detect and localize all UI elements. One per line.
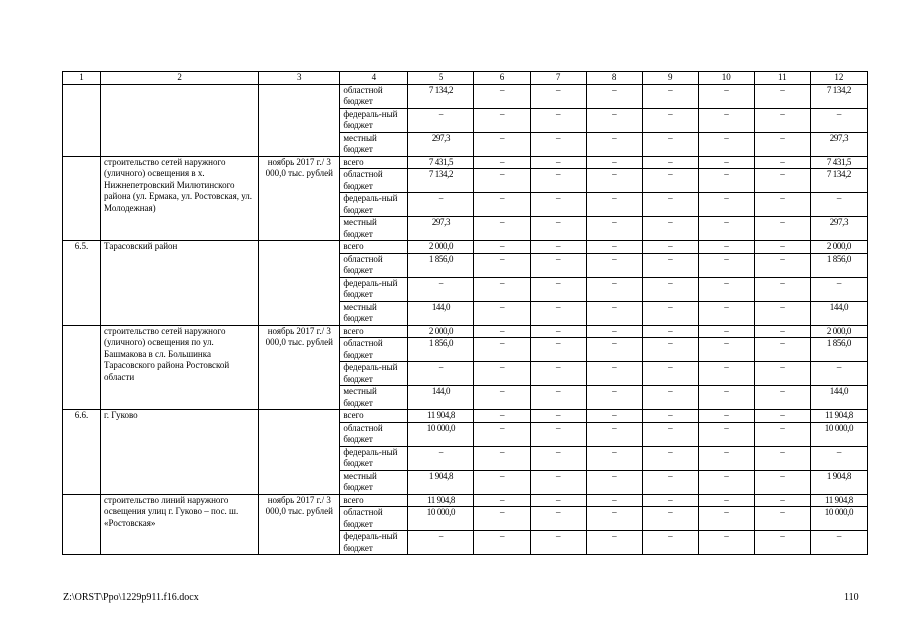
- value-cell-col-6: –: [474, 217, 530, 241]
- value-cell-col-8: –: [586, 217, 642, 241]
- value-cell-col-7: –: [530, 132, 586, 156]
- value-cell-col-5: 144,0: [408, 386, 474, 410]
- value-cell-col-11: –: [754, 253, 810, 277]
- column-header-1: 1: [63, 72, 101, 85]
- value-cell-col-9: –: [642, 241, 698, 254]
- value-cell-col-12: 144,0: [810, 386, 867, 410]
- value-cell-col-10: –: [698, 132, 754, 156]
- funding-source-cell: местный бюджет: [340, 386, 408, 410]
- footer-file-path: Z:\ORST\Ppo\1229p911.f16.docx: [63, 592, 199, 603]
- value-cell-col-9: –: [642, 325, 698, 338]
- value-cell-col-11: –: [754, 241, 810, 254]
- value-cell-col-10: –: [698, 301, 754, 325]
- funding-source-cell: федераль-ный бюджет: [340, 362, 408, 386]
- value-cell-col-10: –: [698, 362, 754, 386]
- column-header-9: 9: [642, 72, 698, 85]
- value-cell-col-11: –: [754, 386, 810, 410]
- value-cell-col-6: –: [474, 84, 530, 108]
- table-row: [63, 410, 868, 423]
- value-cell-col-9: –: [642, 410, 698, 423]
- value-cell-col-12: 2 000,0: [810, 241, 867, 254]
- value-cell-col-8: –: [586, 446, 642, 470]
- value-cell-col-12: 144,0: [810, 301, 867, 325]
- value-cell-col-5: 1 856,0: [408, 338, 474, 362]
- value-cell-col-12: –: [810, 108, 867, 132]
- value-cell-col-11: –: [754, 108, 810, 132]
- table-row: [63, 325, 868, 338]
- column-header-4: 4: [340, 72, 408, 85]
- value-cell-col-9: –: [642, 253, 698, 277]
- value-cell-col-5: –: [408, 108, 474, 132]
- value-cell-col-7: –: [530, 386, 586, 410]
- value-cell-col-5: –: [408, 277, 474, 301]
- funding-source-cell: всего: [340, 325, 408, 338]
- table-row: [63, 156, 868, 169]
- value-cell-col-11: –: [754, 494, 810, 507]
- table-header: [63, 72, 868, 85]
- item-number-cell: [63, 84, 101, 156]
- value-cell-col-10: –: [698, 241, 754, 254]
- value-cell-col-6: –: [474, 241, 530, 254]
- value-cell-col-5: 1 904,8: [408, 470, 474, 494]
- value-cell-col-12: 1 904,8: [810, 470, 867, 494]
- value-cell-col-7: –: [530, 507, 586, 531]
- value-cell-col-8: –: [586, 277, 642, 301]
- value-cell-col-6: –: [474, 108, 530, 132]
- funding-source-cell: федераль-ный бюджет: [340, 277, 408, 301]
- value-cell-col-7: –: [530, 410, 586, 423]
- value-cell-col-11: –: [754, 507, 810, 531]
- value-cell-col-7: –: [530, 362, 586, 386]
- value-cell-col-10: –: [698, 507, 754, 531]
- table-row: [63, 494, 868, 507]
- value-cell-col-7: –: [530, 156, 586, 169]
- value-cell-col-10: –: [698, 193, 754, 217]
- value-cell-col-11: –: [754, 410, 810, 423]
- value-cell-col-8: –: [586, 169, 642, 193]
- value-cell-col-9: –: [642, 386, 698, 410]
- value-cell-col-8: –: [586, 507, 642, 531]
- value-cell-col-8: –: [586, 253, 642, 277]
- value-cell-col-8: –: [586, 410, 642, 423]
- value-cell-col-7: –: [530, 301, 586, 325]
- column-header-10: 10: [698, 72, 754, 85]
- value-cell-col-5: 10 000,0: [408, 507, 474, 531]
- item-number-cell: 6.5.: [63, 241, 101, 326]
- value-cell-col-6: –: [474, 132, 530, 156]
- value-cell-col-8: –: [586, 470, 642, 494]
- value-cell-col-5: 7 134,2: [408, 84, 474, 108]
- value-cell-col-8: –: [586, 494, 642, 507]
- table-row: [63, 241, 868, 254]
- value-cell-col-9: –: [642, 156, 698, 169]
- object-name-cell: г. Гуково: [101, 410, 259, 495]
- value-cell-col-12: 1 856,0: [810, 338, 867, 362]
- value-cell-col-7: –: [530, 531, 586, 555]
- value-cell-col-5: 297,3: [408, 217, 474, 241]
- value-cell-col-6: –: [474, 325, 530, 338]
- value-cell-col-8: –: [586, 386, 642, 410]
- value-cell-col-7: –: [530, 84, 586, 108]
- value-cell-col-10: –: [698, 84, 754, 108]
- value-cell-col-12: –: [810, 193, 867, 217]
- value-cell-col-5: 1 856,0: [408, 253, 474, 277]
- value-cell-col-8: –: [586, 338, 642, 362]
- value-cell-col-9: –: [642, 470, 698, 494]
- value-cell-col-5: 11 904,8: [408, 410, 474, 423]
- value-cell-col-7: –: [530, 470, 586, 494]
- value-cell-col-5: 7 431,5: [408, 156, 474, 169]
- budget-table: [62, 71, 868, 555]
- value-cell-col-10: –: [698, 325, 754, 338]
- value-cell-col-7: –: [530, 108, 586, 132]
- term-cost-cell: [259, 84, 340, 156]
- value-cell-col-5: 144,0: [408, 301, 474, 325]
- term-cost-cell: ноябрь 2017 г./ 3 000,0 тыс. рублей: [259, 325, 340, 410]
- object-name-cell: строительство сетей наружного (уличного) освещения по ул. Башмакова в сл. Большинка Тарасовского района Ростовской области: [101, 325, 259, 410]
- funding-source-cell: областной бюджет: [340, 338, 408, 362]
- value-cell-col-9: –: [642, 217, 698, 241]
- value-cell-col-9: –: [642, 169, 698, 193]
- value-cell-col-9: –: [642, 422, 698, 446]
- value-cell-col-10: –: [698, 169, 754, 193]
- value-cell-col-10: –: [698, 277, 754, 301]
- value-cell-col-10: –: [698, 422, 754, 446]
- value-cell-col-12: –: [810, 446, 867, 470]
- value-cell-col-6: –: [474, 277, 530, 301]
- value-cell-col-8: –: [586, 325, 642, 338]
- value-cell-col-7: –: [530, 494, 586, 507]
- funding-source-cell: всего: [340, 410, 408, 423]
- value-cell-col-10: –: [698, 386, 754, 410]
- value-cell-col-8: –: [586, 422, 642, 446]
- column-header-2: 2: [101, 72, 259, 85]
- value-cell-col-7: –: [530, 241, 586, 254]
- value-cell-col-9: –: [642, 108, 698, 132]
- value-cell-col-11: –: [754, 338, 810, 362]
- value-cell-col-6: –: [474, 410, 530, 423]
- value-cell-col-5: –: [408, 446, 474, 470]
- value-cell-col-7: –: [530, 217, 586, 241]
- value-cell-col-9: –: [642, 132, 698, 156]
- value-cell-col-7: –: [530, 277, 586, 301]
- value-cell-col-8: –: [586, 156, 642, 169]
- value-cell-col-7: –: [530, 193, 586, 217]
- column-header-7: 7: [530, 72, 586, 85]
- value-cell-col-6: –: [474, 338, 530, 362]
- value-cell-col-12: –: [810, 531, 867, 555]
- value-cell-col-12: 297,3: [810, 217, 867, 241]
- value-cell-col-12: 10 000,0: [810, 507, 867, 531]
- value-cell-col-7: –: [530, 169, 586, 193]
- value-cell-col-9: –: [642, 494, 698, 507]
- column-header-8: 8: [586, 72, 642, 85]
- funding-source-cell: местный бюджет: [340, 132, 408, 156]
- value-cell-col-6: –: [474, 193, 530, 217]
- funding-source-cell: федераль-ный бюджет: [340, 531, 408, 555]
- value-cell-col-11: –: [754, 470, 810, 494]
- value-cell-col-11: –: [754, 217, 810, 241]
- term-cost-cell: [259, 241, 340, 326]
- value-cell-col-10: –: [698, 108, 754, 132]
- value-cell-col-7: –: [530, 446, 586, 470]
- value-cell-col-7: –: [530, 325, 586, 338]
- funding-source-cell: областной бюджет: [340, 169, 408, 193]
- value-cell-col-8: –: [586, 193, 642, 217]
- object-name-cell: [101, 84, 259, 156]
- object-name-cell: строительство сетей наружного (уличного) освещения в х. Нижнепетровский Милютинского района (ул. Ермака, ул. Ростовская, ул. Молодежная): [101, 156, 259, 241]
- value-cell-col-10: –: [698, 531, 754, 555]
- value-cell-col-12: 1 856,0: [810, 253, 867, 277]
- value-cell-col-12: 11 904,8: [810, 494, 867, 507]
- funding-source-cell: областной бюджет: [340, 253, 408, 277]
- value-cell-col-9: –: [642, 84, 698, 108]
- value-cell-col-6: –: [474, 169, 530, 193]
- value-cell-col-10: –: [698, 410, 754, 423]
- funding-source-cell: федераль-ный бюджет: [340, 193, 408, 217]
- value-cell-col-8: –: [586, 531, 642, 555]
- value-cell-col-12: 7 134,2: [810, 169, 867, 193]
- table-row: [63, 84, 868, 108]
- value-cell-col-5: –: [408, 193, 474, 217]
- funding-source-cell: местный бюджет: [340, 301, 408, 325]
- value-cell-col-6: –: [474, 507, 530, 531]
- value-cell-col-11: –: [754, 301, 810, 325]
- item-number-cell: 6.6.: [63, 410, 101, 495]
- item-number-cell: [63, 325, 101, 410]
- value-cell-col-9: –: [642, 193, 698, 217]
- value-cell-col-10: –: [698, 446, 754, 470]
- value-cell-col-5: –: [408, 362, 474, 386]
- value-cell-col-5: 10 000,0: [408, 422, 474, 446]
- value-cell-col-11: –: [754, 132, 810, 156]
- value-cell-col-6: –: [474, 494, 530, 507]
- value-cell-col-8: –: [586, 362, 642, 386]
- value-cell-col-11: –: [754, 277, 810, 301]
- header-row: [63, 72, 868, 85]
- value-cell-col-12: 297,3: [810, 132, 867, 156]
- value-cell-col-9: –: [642, 531, 698, 555]
- value-cell-col-5: 11 904,8: [408, 494, 474, 507]
- value-cell-col-5: 2 000,0: [408, 241, 474, 254]
- value-cell-col-11: –: [754, 193, 810, 217]
- value-cell-col-5: –: [408, 531, 474, 555]
- value-cell-col-6: –: [474, 422, 530, 446]
- value-cell-col-11: –: [754, 325, 810, 338]
- column-header-3: 3: [259, 72, 340, 85]
- value-cell-col-9: –: [642, 507, 698, 531]
- funding-source-cell: областной бюджет: [340, 84, 408, 108]
- value-cell-col-8: –: [586, 84, 642, 108]
- funding-source-cell: федераль-ный бюджет: [340, 108, 408, 132]
- column-header-5: 5: [408, 72, 474, 85]
- value-cell-col-6: –: [474, 446, 530, 470]
- value-cell-col-11: –: [754, 169, 810, 193]
- value-cell-col-11: –: [754, 446, 810, 470]
- value-cell-col-12: 7 431,5: [810, 156, 867, 169]
- value-cell-col-6: –: [474, 253, 530, 277]
- object-name-cell: строительство линий наружного освещения улиц г. Гуково – пос. ш. «Ростовская»: [101, 494, 259, 555]
- value-cell-col-12: 10 000,0: [810, 422, 867, 446]
- value-cell-col-12: 7 134,2: [810, 84, 867, 108]
- value-cell-col-11: –: [754, 422, 810, 446]
- value-cell-col-6: –: [474, 362, 530, 386]
- value-cell-col-8: –: [586, 301, 642, 325]
- funding-source-cell: областной бюджет: [340, 507, 408, 531]
- value-cell-col-10: –: [698, 470, 754, 494]
- value-cell-col-5: 7 134,2: [408, 169, 474, 193]
- value-cell-col-11: –: [754, 362, 810, 386]
- value-cell-col-10: –: [698, 253, 754, 277]
- column-header-6: 6: [474, 72, 530, 85]
- value-cell-col-12: –: [810, 362, 867, 386]
- term-cost-cell: [259, 410, 340, 495]
- value-cell-col-12: 11 904,8: [810, 410, 867, 423]
- value-cell-col-10: –: [698, 494, 754, 507]
- term-cost-cell: ноябрь 2017 г./ 3 000,0 тыс. рублей: [259, 494, 340, 555]
- value-cell-col-6: –: [474, 470, 530, 494]
- value-cell-col-7: –: [530, 422, 586, 446]
- column-header-11: 11: [754, 72, 810, 85]
- value-cell-col-5: 297,3: [408, 132, 474, 156]
- value-cell-col-6: –: [474, 386, 530, 410]
- value-cell-col-11: –: [754, 156, 810, 169]
- value-cell-col-10: –: [698, 217, 754, 241]
- column-header-12: 12: [810, 72, 867, 85]
- value-cell-col-9: –: [642, 277, 698, 301]
- value-cell-col-6: –: [474, 156, 530, 169]
- value-cell-col-9: –: [642, 301, 698, 325]
- value-cell-col-11: –: [754, 84, 810, 108]
- value-cell-col-7: –: [530, 338, 586, 362]
- item-number-cell: [63, 494, 101, 555]
- value-cell-col-12: –: [810, 277, 867, 301]
- funding-source-cell: областной бюджет: [340, 422, 408, 446]
- value-cell-col-6: –: [474, 531, 530, 555]
- funding-source-cell: всего: [340, 156, 408, 169]
- page-number: 110: [844, 592, 859, 603]
- value-cell-col-5: 2 000,0: [408, 325, 474, 338]
- value-cell-col-7: –: [530, 253, 586, 277]
- value-cell-col-10: –: [698, 338, 754, 362]
- funding-source-cell: всего: [340, 241, 408, 254]
- item-number-cell: [63, 156, 101, 241]
- value-cell-col-9: –: [642, 446, 698, 470]
- value-cell-col-6: –: [474, 301, 530, 325]
- value-cell-col-8: –: [586, 108, 642, 132]
- value-cell-col-8: –: [586, 132, 642, 156]
- value-cell-col-11: –: [754, 531, 810, 555]
- funding-source-cell: федераль-ный бюджет: [340, 446, 408, 470]
- value-cell-col-8: –: [586, 241, 642, 254]
- value-cell-col-9: –: [642, 362, 698, 386]
- term-cost-cell: ноябрь 2017 г./ 3 000,0 тыс. рублей: [259, 156, 340, 241]
- funding-source-cell: всего: [340, 494, 408, 507]
- value-cell-col-10: –: [698, 156, 754, 169]
- funding-source-cell: местный бюджет: [340, 470, 408, 494]
- table-body: [63, 84, 868, 555]
- value-cell-col-9: –: [642, 338, 698, 362]
- funding-source-cell: местный бюджет: [340, 217, 408, 241]
- object-name-cell: Тарасовский район: [101, 241, 259, 326]
- value-cell-col-12: 2 000,0: [810, 325, 867, 338]
